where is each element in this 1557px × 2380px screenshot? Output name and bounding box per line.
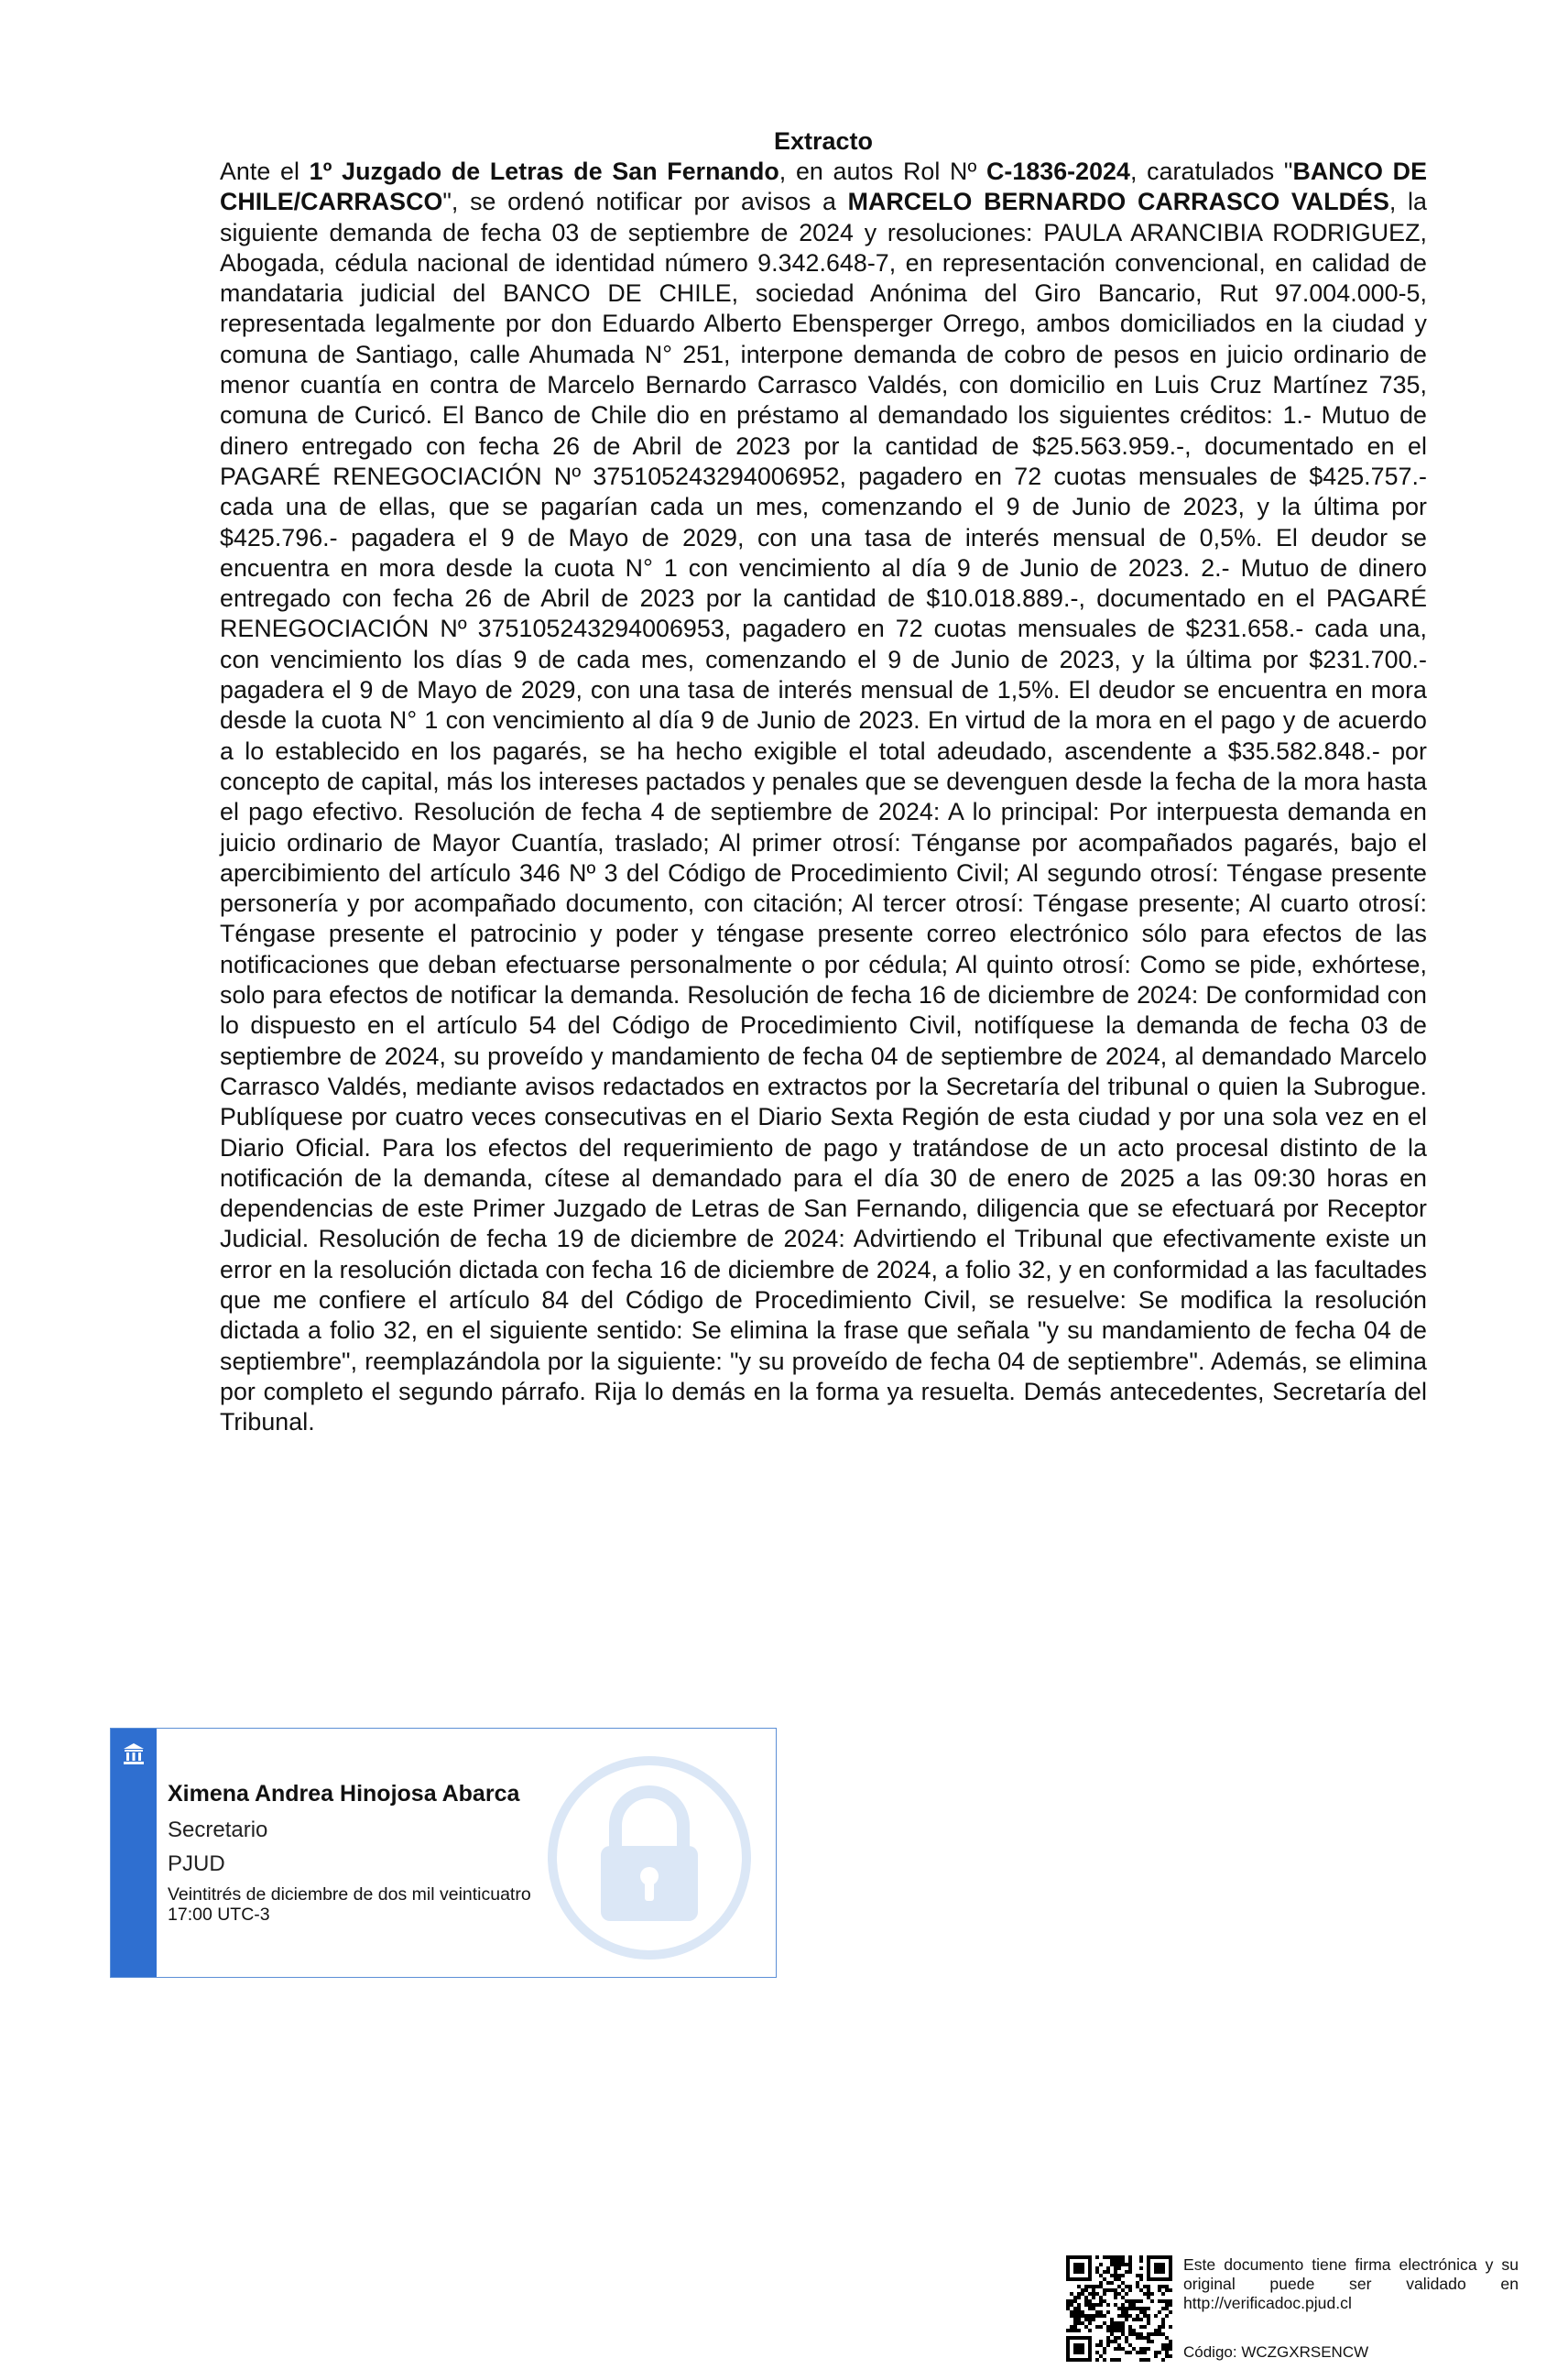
signer-organization: PJUD <box>168 1851 225 1876</box>
document-title: Extracto <box>773 127 874 155</box>
qr-code-icon <box>1066 2255 1172 2362</box>
signature-time: 17:00 UTC-3 <box>168 1905 270 1925</box>
defendant-name: MARCELO BERNARDO CARRASCO VALDÉS <box>847 188 1389 216</box>
signer-name: Ximena Andrea Hinojosa Abarca <box>168 1781 520 1807</box>
verification-footer <box>1066 2255 1524 2365</box>
body-rol-label: , en autos Rol Nº <box>778 158 986 185</box>
lock-icon <box>544 1752 755 1963</box>
electronic-signature-box <box>110 1728 777 1978</box>
signature-date: Veintitrés de diciembre de dos mil veinticuatro <box>168 1884 531 1905</box>
court-name: 1º Juzgado de Letras de San Fernando <box>309 158 779 185</box>
signer-role: Secretario <box>168 1818 268 1842</box>
body-text: , la siguiente demanda de fecha 03 de septiembre de 2024 y resoluciones: PAULA ARANCIBIA RODRIGUEZ, Abogada, cédula nacional de identidad número 9.342.648-7, en representación convencional, en calidad de mandataria judicial del BANCO DE CHILE, sociedad Anónima del Giro Bancario, Rut 97.004.000-5, representada legalmente por don Eduardo Alberto Ebensperger Orrego, ambos domiciliados en la ciudad y comuna de Santiago, calle Ahumada N° 251, interpone demanda de cobro de pesos en juicio ordinario de menor cuantía en contra de Marcelo Bernardo Carrasco Valdés, con domicilio en Luis Cruz Martínez 735, comuna de Curicó. El Banco de Chile dio en préstamo al demandado los siguientes créditos: 1.- Mutuo de dinero entregado con fecha 26 de Abril de 2023 por la cantidad de $25.563.959.-, documentado en el PAGARÉ RENEGOCIACIÓN Nº 375105243294006952, pagadero en 72 cuotas mensuales de $425.757.- cada una de ellas, que se pagarían cada un mes, comenzando el 9 de Junio de 2023, y la última por $425.796.- pagadera el 9 de Mayo de 2029, con una tasa de interés mensual de 0,5%. El deudor se encuentra en mora desde la cuota N° 1 con vencimiento al día 9 de Junio de 2023. 2.- Mutuo de dinero entregado con fecha 26 de Abril de 2023 por la cantidad de $10.018.889.-, documentado en el PAGARÉ RENEGOCIACIÓN Nº 375105243294006953, pagadero en 72 cuotas mensuales de $231.658.- cada una, con vencimiento los días 9 de cada mes, comenzando el 9 de Junio de 2023, y la última por $231.700.- pagadera el 9 de Mayo de 2029, con una tasa de interés mensual de 1,5%. El deudor se encuentra en mora desde la cuota N° 1 con vencimiento al día 9 de Junio de 2023. En virtud de la mora en el pago y de acuerdo a lo establecido en los pagarés, se ha hecho exigible el total adeudado, ascendente a $35.582.848.- por concepto de capital, más los intereses pactados y penales que se devenguen desde la fecha de la mora hasta el pago efectivo. Resolución de fecha 4 de septiembre de 2024: A lo principal: Por interpuesta demanda en juicio ordinario de Mayor Cuantía, traslado; Al primer otrosí: Ténganse por acompañados pagarés, bajo el apercibimiento del artículo 346 Nº 3 del Código de Procedimiento Civil; Al segundo otrosí: Téngase presente personería y por acompañado documento, con citación; Al tercer otrosí: Téngase presente; Al cuarto otrosí: Téngase presente el patrocinio y poder y téngase presente correo electrónico sólo para efectos de las notificaciones que deban efectuarse personalmente o por cédula; Al quinto otrosí: Como se pide, exhórtese, solo para efectos de notificar la demanda. Resolución de fecha 16 de diciembre de 2024: De conformidad con lo dispuesto en el artículo 54 del Código de Procedimiento Civil, notifíquese la demanda de fecha 03 de septiembre de 2024, su proveído y mandamiento de fecha 04 de septiembre de 2024, al demandado Marcelo Carrasco Valdés, mediante avisos redactados en extractos por la Secretaría del tribunal o quien la Subrogue. Publíquese por cuatro veces consecutivas en el Diario Sexta Región de esta ciudad y por una sola vez en el Diario Oficial. Para los efectos del requerimiento de pago y tratándose de un acto procesal distinto de la notificación de la demanda, cítese al demandado para el día 30 de enero de 2025 a las 09:30 horas en dependencias de este Primer Juzgado de Letras de San Fernando, diligencia que se efectuará por Receptor Judicial. Resolución de fecha 19 de diciembre de 2024: Advirtiendo el Tribunal que efectivamente existe un error en la resolución dictada con fecha 16 de diciembre de 2024, a folio 32, y en conformidad a las facultades que me confiere el artículo 84 del Código de Procedimiento Civil, se resuelve: Se modifica la resolución dictada a folio 32, en el siguiente sentido: Se elimina la frase que señala "y su mandamiento de fecha 04 de septiembre", reemplazándola por la siguiente: "y su proveído de fecha 04 de septiembre". Además, se elimina por completo el segundo párrafo. Rija lo demás en la forma ya resuelta. Demás antecedentes, Secretaría del Tribunal. <box>220 188 1428 1436</box>
case-rol: C-1836-2024 <box>985 158 1130 185</box>
signature-side-bar <box>111 1729 157 1977</box>
verification-code: Código: WCZGXRSENCW <box>1183 2343 1369 2361</box>
extract-document <box>220 126 1427 1437</box>
body-intro: Ante el <box>220 158 310 185</box>
case-caratula: BANCO DE CHILE/CARRASCO <box>220 158 1427 216</box>
body-notify-label: ", se ordenó notificar por avisos a <box>442 188 848 216</box>
signature-timestamp <box>168 1884 552 1925</box>
body-caratula-label: , caratulados " <box>1129 158 1293 185</box>
courthouse-icon <box>122 1741 146 1765</box>
verification-text: Este documento tiene firma electrónica y su original puede ser validado en http://verificadoc.pjud.cl <box>1183 2255 1519 2312</box>
document-body <box>220 157 1427 1437</box>
